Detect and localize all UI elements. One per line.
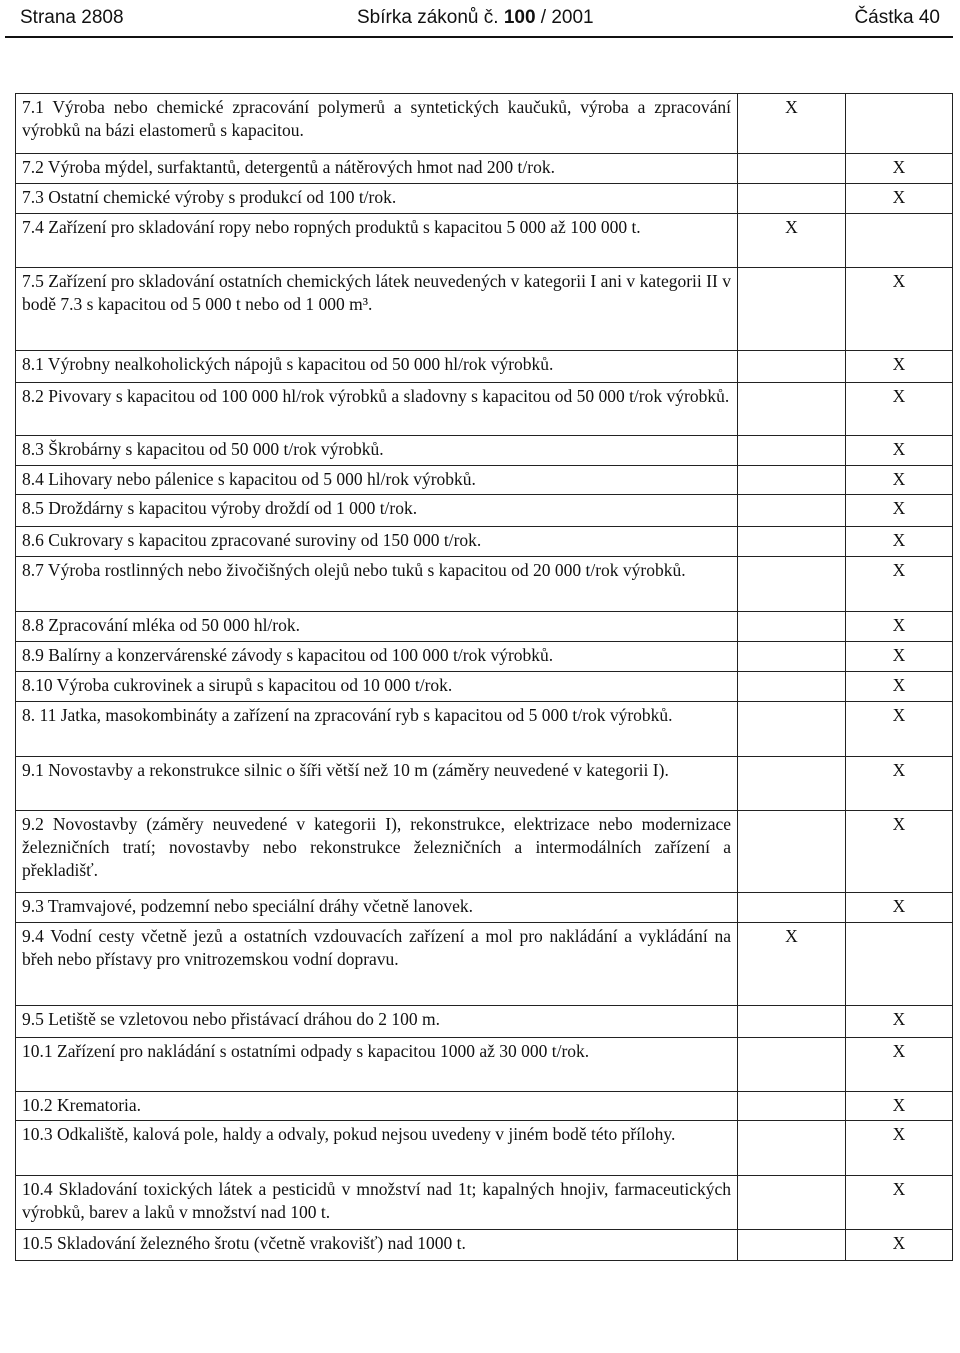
category-a-mark [738, 1176, 846, 1230]
category-a-mark: X [738, 923, 846, 1006]
category-b-mark: X [846, 527, 953, 557]
item-description: 9.5 Letiště se vzletovou nebo přistávací dráhou do 2 100 m. [16, 1006, 738, 1038]
category-a-mark [738, 495, 846, 527]
item-description: 10.1 Zařízení pro nakládání s ostatními odpady s kapacitou 1000 až 30 000 t/rok. [16, 1038, 738, 1092]
item-description: 8.3 Škrobárny s kapacitou od 50 000 t/rok výrobků. [16, 436, 738, 466]
item-description: 7.5 Zařízení pro skladování ostatních chemických látek neuvedených v kategorii I ani v kategorii II v bodě 7.3 s kapacitou od 5 000 t nebo od 1 000 m³. [16, 268, 738, 351]
item-description: 8.10 Výroba cukrovinek a sirupů s kapacitou od 10 000 t/rok. [16, 672, 738, 702]
category-a-mark [738, 1230, 846, 1261]
item-description: 10.3 Odkaliště, kalová pole, haldy a odvaly, pokud nejsou uvedeny v jiném bodě této přílohy. [16, 1121, 738, 1176]
category-a-mark [738, 893, 846, 923]
category-a-mark [738, 1121, 846, 1176]
table-row [16, 527, 953, 557]
category-b-mark [846, 214, 953, 268]
category-a-mark [738, 672, 846, 702]
table-row [16, 893, 953, 923]
page-number: Strana 2808 [20, 7, 124, 28]
item-description: 10.2 Krematoria. [16, 1092, 738, 1121]
item-description: 8.8 Zpracování mléka od 50 000 hl/rok. [16, 612, 738, 642]
table-row [16, 154, 953, 184]
collection-label: Sbírka zákonů č. [357, 7, 499, 28]
category-b-mark: X [846, 1176, 953, 1230]
item-description: 8.2 Pivovary s kapacitou od 100 000 hl/rok výrobků a sladovny s kapacitou od 50 000 t/rok výrobků. [16, 383, 738, 436]
category-a-mark [738, 1092, 846, 1121]
category-b-mark: X [846, 672, 953, 702]
table-row [16, 612, 953, 642]
table-row [16, 351, 953, 383]
annex-table-body [16, 94, 953, 1261]
category-b-mark: X [846, 436, 953, 466]
table-row [16, 495, 953, 527]
category-b-mark: X [846, 1006, 953, 1038]
category-b-mark: X [846, 383, 953, 436]
collection-year: / 2001 [540, 7, 594, 28]
category-a-mark [738, 612, 846, 642]
table-row [16, 672, 953, 702]
table-row [16, 383, 953, 436]
item-description: 7.3 Ostatní chemické výroby s produkcí od 100 t/rok. [16, 184, 738, 214]
category-a-mark: X [738, 94, 846, 154]
table-row [16, 436, 953, 466]
item-description: 10.4 Skladování toxických látek a pesticidů v množství nad 1t; kapalných hnojiv, farmaceutických výrobků, barev a laků v množství nad 100 t. [16, 1176, 738, 1230]
table-row [16, 94, 953, 154]
category-b-mark [846, 923, 953, 1006]
item-description: 8.1 Výrobny nealkoholických nápojů s kapacitou od 50 000 hl/rok výrobků. [16, 351, 738, 383]
category-b-mark: X [846, 351, 953, 383]
table-row [16, 214, 953, 268]
item-description: 8.5 Droždárny s kapacitou výroby droždí od 1 000 t/rok. [16, 495, 738, 527]
table-row [16, 1006, 953, 1038]
collection-title [357, 7, 594, 29]
category-a-mark [738, 436, 846, 466]
table-row [16, 923, 953, 1006]
item-description: 9.1 Novostavby a rekonstrukce silnic o šíři větší než 10 m (záměry neuvedené v kategorii I). [16, 757, 738, 811]
page-header [0, 0, 960, 40]
category-b-mark [846, 94, 953, 154]
item-description: 7.1 Výroba nebo chemické zpracování polymerů a syntetických kaučuků, výroba a zpracování výrobků na bázi elastomerů s kapacitou. [16, 94, 738, 154]
table-row [16, 702, 953, 757]
category-a-mark [738, 184, 846, 214]
category-b-mark: X [846, 495, 953, 527]
category-b-mark: X [846, 1038, 953, 1092]
table-row [16, 642, 953, 672]
table-row [16, 1092, 953, 1121]
category-a-mark [738, 557, 846, 612]
category-a-mark [738, 383, 846, 436]
category-b-mark: X [846, 702, 953, 757]
table-row [16, 1176, 953, 1230]
category-b-mark: X [846, 154, 953, 184]
collection-number: 100 [503, 7, 536, 28]
category-b-mark: X [846, 893, 953, 923]
category-a-mark [738, 268, 846, 351]
item-description: 9.4 Vodní cesty včetně jezů a ostatních vzdouvacích zařízení a mol pro nakládání a vykládání na břeh nebo přístavy pro vnitrozemskou vodní dopravu. [16, 923, 738, 1006]
category-b-mark: X [846, 184, 953, 214]
item-description: 8. 11 Jatka, masokombináty a zařízení na zpracování ryb s kapacitou od 5 000 t/rok výrobků. [16, 702, 738, 757]
category-b-mark: X [846, 557, 953, 612]
header-divider [5, 36, 953, 38]
table-row [16, 757, 953, 811]
item-description: 8.9 Balírny a konzervárenské závody s kapacitou od 100 000 t/rok výrobků. [16, 642, 738, 672]
annex-table [15, 93, 953, 1261]
table-row [16, 184, 953, 214]
item-description: 9.2 Novostavby (záměry neuvedené v kategorii I), rekonstrukce, elektrizace nebo modernizace železničních tratí; novostavby nebo rekonstrukce železničních a intermodálních zařízení a překladišť. [16, 811, 738, 893]
item-description: 7.4 Zařízení pro skladování ropy nebo ropných produktů s kapacitou 5 000 až 100 000 t. [16, 214, 738, 268]
table-row [16, 1038, 953, 1092]
category-b-mark: X [846, 1230, 953, 1261]
item-description: 8.4 Lihovary nebo pálenice s kapacitou od 5 000 hl/rok výrobků. [16, 466, 738, 495]
category-b-mark: X [846, 612, 953, 642]
table-row [16, 811, 953, 893]
category-a-mark [738, 811, 846, 893]
category-b-mark: X [846, 642, 953, 672]
category-b-mark: X [846, 268, 953, 351]
category-a-mark: X [738, 214, 846, 268]
table-row [16, 557, 953, 612]
issue-number: Částka 40 [854, 7, 940, 28]
item-description: 8.6 Cukrovary s kapacitou zpracované suroviny od 150 000 t/rok. [16, 527, 738, 557]
category-a-mark [738, 757, 846, 811]
category-a-mark [738, 702, 846, 757]
category-b-mark: X [846, 757, 953, 811]
category-b-mark: X [846, 1121, 953, 1176]
table-row [16, 268, 953, 351]
category-a-mark [738, 1006, 846, 1038]
category-a-mark [738, 1038, 846, 1092]
item-description: 9.3 Tramvajové, podzemní nebo speciální dráhy včetně lanovek. [16, 893, 738, 923]
table-row [16, 466, 953, 495]
item-description: 8.7 Výroba rostlinných nebo živočišných olejů nebo tuků s kapacitou od 20 000 t/rok výrobků. [16, 557, 738, 612]
category-b-mark: X [846, 811, 953, 893]
item-description: 7.2 Výroba mýdel, surfaktantů, detergentů a nátěrových hmot nad 200 t/rok. [16, 154, 738, 184]
category-a-mark [738, 527, 846, 557]
table-row [16, 1230, 953, 1261]
category-b-mark: X [846, 466, 953, 495]
item-description: 10.5 Skladování železného šrotu (včetně vrakovišť) nad 1000 t. [16, 1230, 738, 1261]
category-a-mark [738, 642, 846, 672]
category-a-mark [738, 154, 846, 184]
category-b-mark: X [846, 1092, 953, 1121]
category-a-mark [738, 351, 846, 383]
category-a-mark [738, 466, 846, 495]
table-row [16, 1121, 953, 1176]
